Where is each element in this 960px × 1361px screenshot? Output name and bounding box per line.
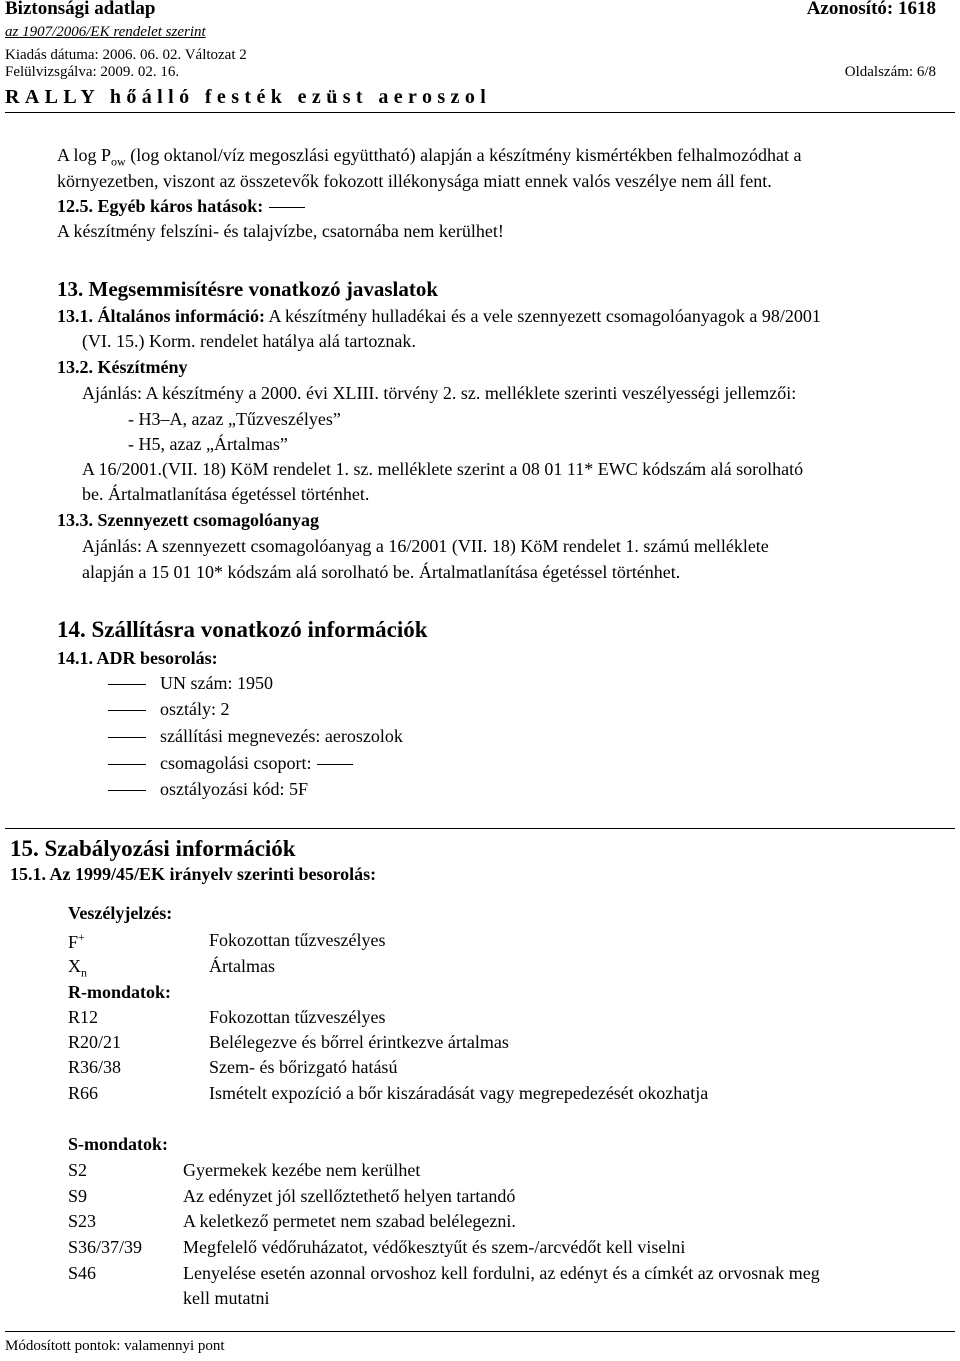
- section-15-title: 15. Szabályozási információk: [10, 836, 296, 861]
- product-name: RALLY hőálló festék ezüst aeroszol: [5, 86, 492, 108]
- section-12-5-heading: [57, 196, 305, 217]
- section-13-2-line1: Ajánlás: A készítmény a 2000. évi XLIII. törvény 2. sz. melléklete szerinti veszélyességi jellemzői:: [82, 383, 797, 403]
- hazard-symbol-f: [68, 930, 85, 953]
- section-13-1-heading: 13.1. Általános információ:: [57, 306, 265, 326]
- s-text: Lenyelése esetén azonnal orvoshoz kell fordulni, az edényt és a címkét az orvosnak meg: [183, 1263, 820, 1283]
- dash-mark: [108, 790, 146, 791]
- section-13-1: [57, 306, 821, 327]
- document-title: Biztonsági adatlap: [5, 0, 156, 19]
- footer-rule: [5, 1331, 955, 1332]
- adr-item-code: [108, 779, 308, 800]
- revision-date: Felülvizsgálva: 2009. 02. 16.: [5, 64, 180, 80]
- r-code: R12: [68, 1007, 99, 1027]
- document-id: Azonosító: 1618: [806, 0, 936, 19]
- section-12-5-label: 12.5. Egyéb káros hatások:: [57, 196, 264, 216]
- page-number: Oldalszám: 6/8: [844, 64, 936, 80]
- adr-item-class: [108, 699, 230, 720]
- hazard-heading: Veszélyjelzés:: [68, 903, 173, 923]
- s-text: Megfelelő védőruházatot, védőkesztyűt és szem-/arcvédőt kell viselni: [183, 1237, 686, 1257]
- s-code: S23: [68, 1211, 97, 1231]
- s-code: S46: [68, 1263, 97, 1283]
- section-13-3-line1: Ajánlás: A szennyezett csomagolóanyag a 16/2001 (VII. 18) KöM rendelet 1. számú melléklete: [82, 536, 769, 556]
- dash-mark: [108, 737, 146, 738]
- adr-item-un-text: UN szám: 1950: [160, 673, 273, 693]
- s-text: A keletkező permetet nem szabad belélegezni.: [183, 1211, 516, 1231]
- section-14-title: 14. Szállításra vonatkozó információk: [57, 617, 428, 642]
- r-text: Szem- és bőrizgató hatású: [209, 1057, 398, 1077]
- hazard-symbol-xn: [68, 956, 87, 981]
- log-p-text: A log P: [57, 145, 112, 165]
- r-code: R66: [68, 1083, 99, 1103]
- hazard-xn-text: Ártalmas: [209, 956, 275, 976]
- r-phrases-heading: R-mondatok:: [68, 982, 172, 1002]
- r-code: R20/21: [68, 1032, 122, 1052]
- adr-item-un: [108, 673, 273, 694]
- section-divider: [5, 828, 955, 829]
- f-plus: +: [78, 930, 85, 944]
- section-13-3-heading: 13.3. Szennyezett csomagolóanyag: [57, 510, 319, 530]
- dash-mark: [108, 684, 146, 685]
- section-13-2-line4: A 16/2001.(VII. 18) KöM rendelet 1. sz. melléklete szerint a 08 01 11* EWC kódszám alá sorolható: [82, 459, 804, 479]
- section-14-1-heading: 14.1. ADR besorolás:: [57, 648, 218, 668]
- dash-mark: [317, 764, 353, 765]
- header-rule: [5, 112, 955, 113]
- section-13-title: 13. Megsemmisítésre vonatkozó javaslatok: [57, 277, 439, 301]
- hazard-f-text: Fokozottan tűzveszélyes: [209, 930, 386, 950]
- r-code: R36/38: [68, 1057, 122, 1077]
- s-text-cont: kell mutatni: [183, 1288, 270, 1308]
- s-code: S9: [68, 1186, 88, 1206]
- adr-item-packing: [108, 753, 353, 774]
- log-pow-line2: környezetben, viszont az összetevők fokozott illékonysága miatt ennek valós veszélye nem áll fent.: [57, 171, 772, 191]
- section-13-2-line5: be. Ártalmatlanítása égetéssel történhet.: [82, 484, 370, 504]
- regulation-reference: az 1907/2006/EK rendelet szerint: [5, 24, 206, 40]
- x-symbol: X: [68, 956, 81, 976]
- s-code: S2: [68, 1160, 88, 1180]
- section-13-2-heading: 13.2. Készítmény: [57, 357, 188, 377]
- s-text: Gyermekek kezébe nem kerülhet: [183, 1160, 421, 1180]
- s-code: S36/37/39: [68, 1237, 143, 1257]
- section-13-3-line2: alapján a 15 01 10* kódszám alá sorolható be. Ártalmatlanítása égetéssel történhet.: [82, 562, 681, 582]
- dash-mark: [269, 207, 305, 208]
- s-text: Az edényzet jól szellőztethető helyen tartandó: [183, 1186, 516, 1206]
- ow-subscript: ow: [111, 154, 126, 169]
- section-13-2-line2: - H3–A, azaz „Tűzveszélyes”: [128, 409, 341, 429]
- f-symbol: F: [68, 932, 79, 952]
- r-text: Fokozottan tűzveszélyes: [209, 1007, 386, 1027]
- dash-mark: [108, 710, 146, 711]
- log-pow-paragraph: [57, 145, 802, 170]
- footer-note: Módosított pontok: valamennyi pont: [5, 1338, 225, 1354]
- adr-item-name-text: szállítási megnevezés: aeroszolok: [160, 726, 403, 746]
- adr-item-class-text: osztály: 2: [160, 699, 230, 719]
- adr-item-code-text: osztályozási kód: 5F: [160, 779, 308, 799]
- section-12-5-text: A készítmény felszíni- és talajvízbe, csatornába nem kerülhet!: [57, 221, 504, 241]
- s-phrases-heading: S-mondatok:: [68, 1134, 169, 1154]
- adr-item-packing-text: csomagolási csoport:: [160, 753, 312, 773]
- section-13-2-line3: - H5, azaz „Ártalmas”: [128, 434, 288, 454]
- adr-item-name: [108, 726, 403, 747]
- r-text: Ismételt expozíció a bőr kiszáradását vagy megrepedezését okozhatja: [209, 1083, 709, 1103]
- log-p-rest: (log oktanol/víz megoszlási együttható) alapján a készítmény kismértékben felhalmozódhat a: [125, 145, 802, 165]
- n-subscript: n: [81, 965, 87, 980]
- section-13-1-text: A készítmény hulladékai és a vele szennyezett csomagolóanyagok a 98/2001: [264, 306, 821, 326]
- issue-date: Kiadás dátuma: 2006. 06. 02. Változat 2: [5, 47, 247, 63]
- dash-mark: [108, 764, 146, 765]
- r-text: Belélegezve és bőrrel érintkezve ártalmas: [209, 1032, 509, 1052]
- section-15-1-heading: 15.1. Az 1999/45/EK irányelv szerinti besorolás:: [10, 864, 377, 884]
- section-13-1-text-cont: (VI. 15.) Korm. rendelet hatálya alá tartoznak.: [82, 331, 416, 351]
